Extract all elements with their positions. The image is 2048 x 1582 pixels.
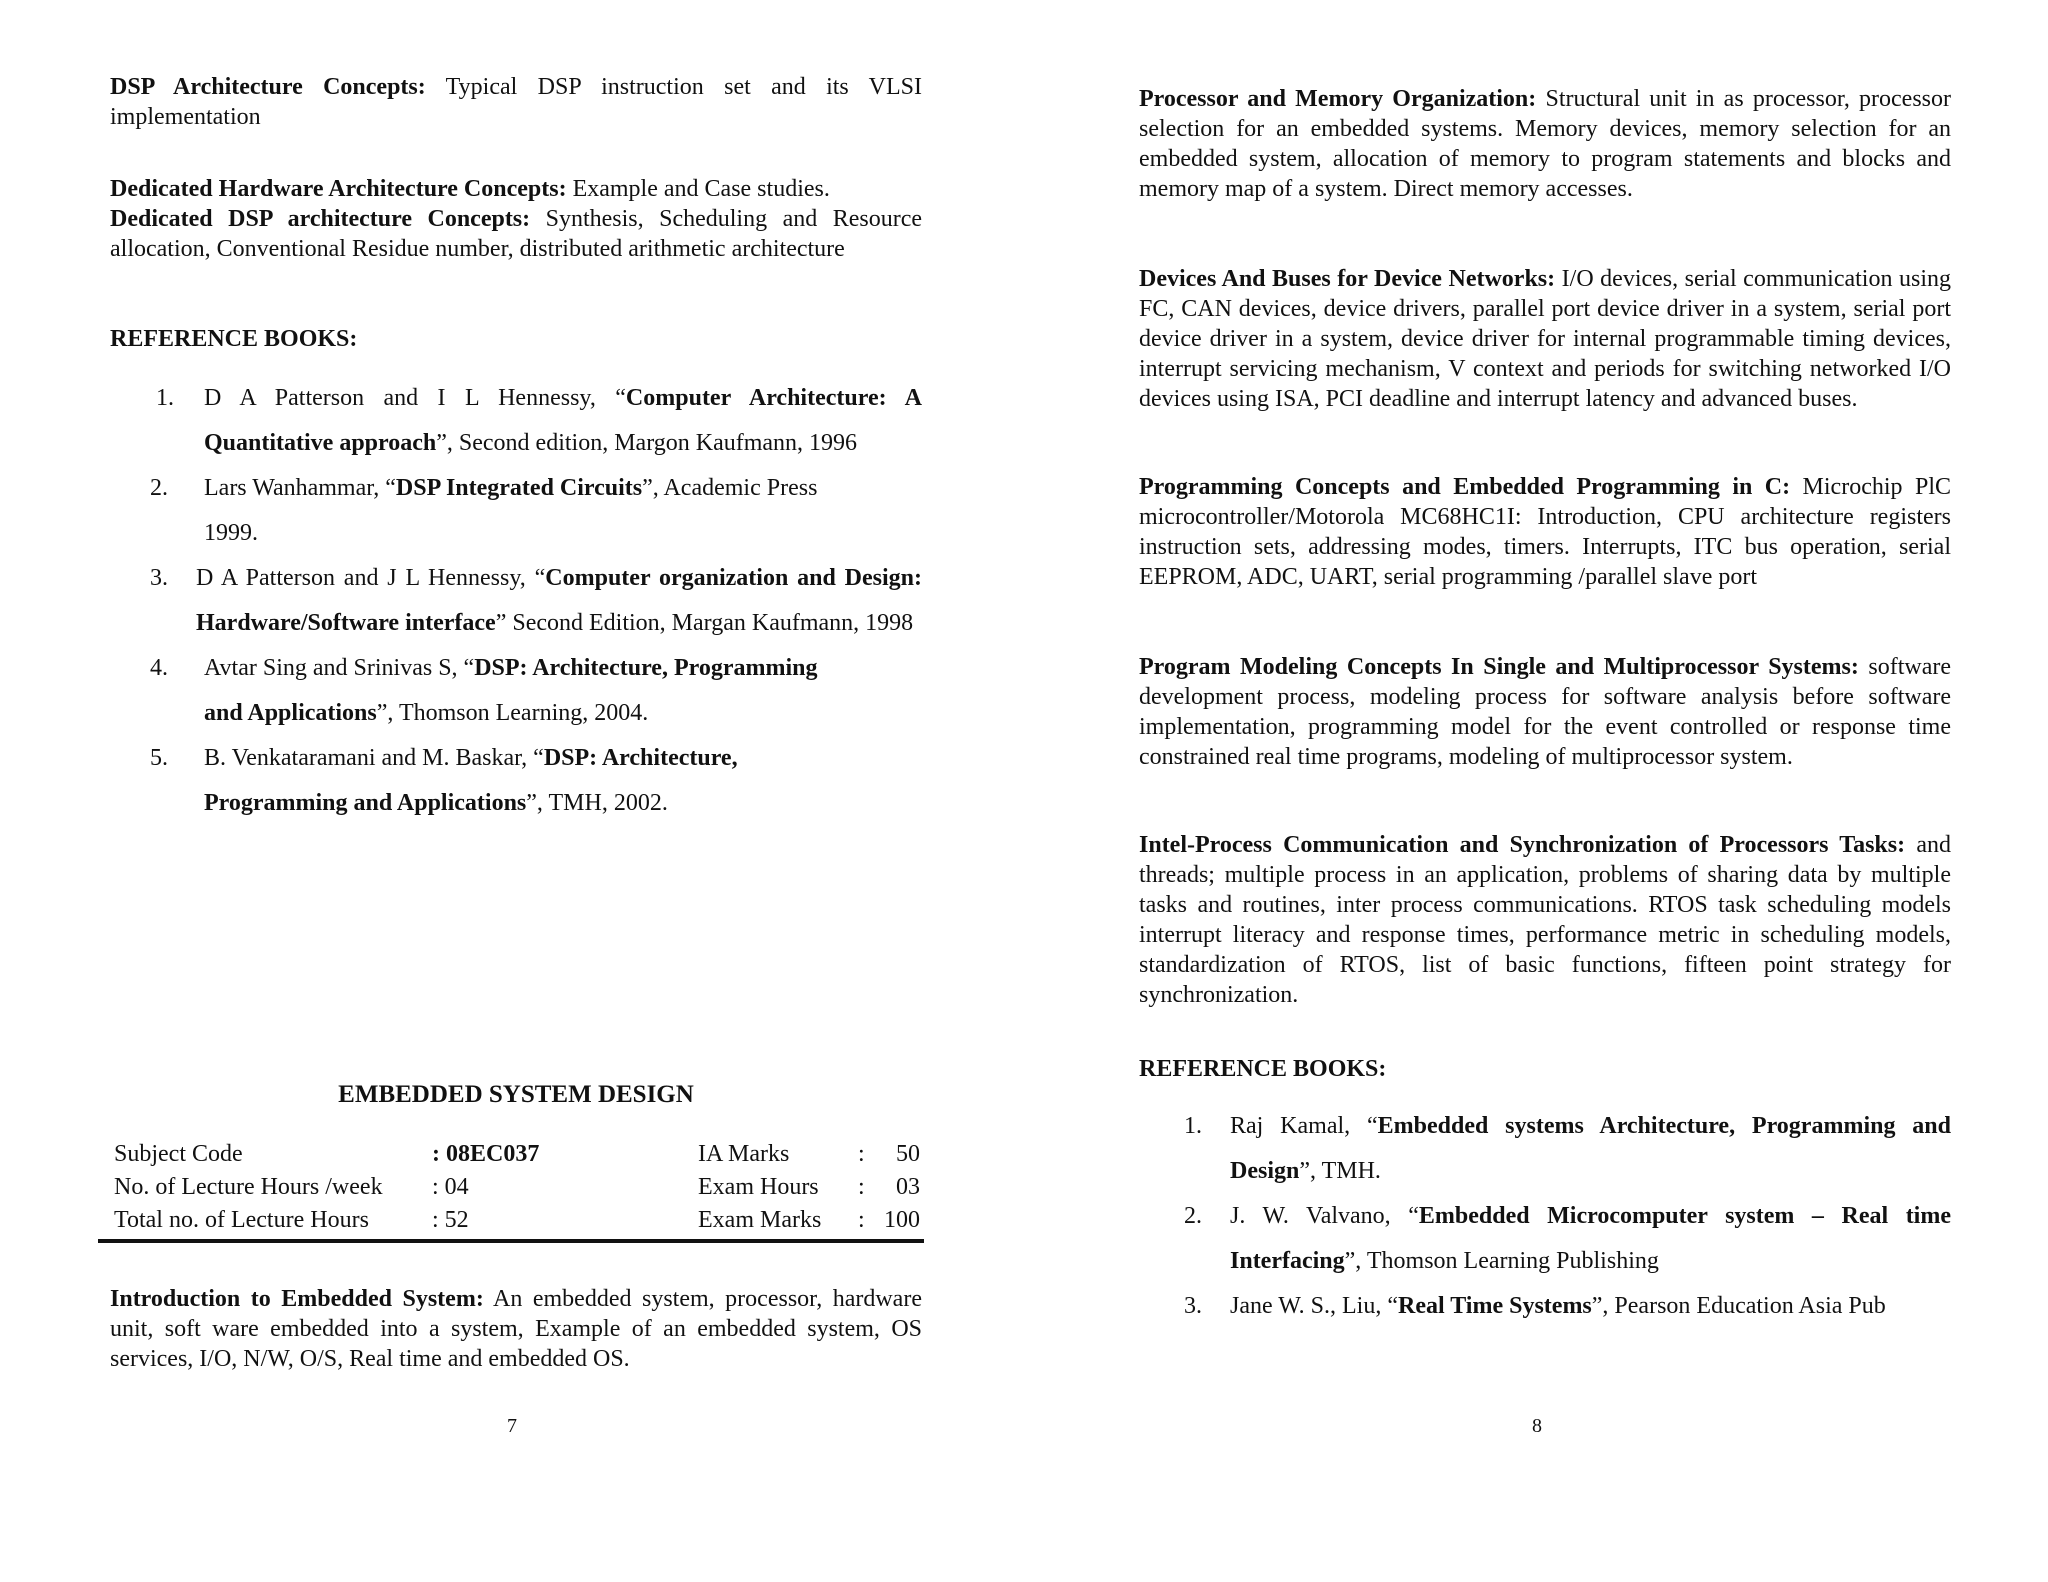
reference-number: 3. — [150, 565, 168, 591]
table-cell-value: : 04 — [432, 1174, 469, 1200]
table-cell-colon: : — [858, 1174, 865, 1200]
reference-title: Computer Architecture: A Quantitative approach — [204, 385, 922, 456]
table-cell-label: Subject Code — [114, 1141, 243, 1167]
section-text: An embedded system, processor, hardware unit, soft ware embedded into a system, Example of an embedded system, OS services, I/O, N/W, O/S, Real time and embedded OS. — [110, 1286, 922, 1372]
section-text: Example and Case studies. — [566, 176, 830, 202]
section-text: and threads; multiple process in an application, problems of sharing data by multiple tasks and routines, inter process communications. RTOS task scheduling models interrupt literacy and response times, performance metric in scheduling models, standardization of RTOS, list of basic functions, fifteen point strategy for synchronization. — [1139, 832, 1952, 1008]
ipc-section — [1139, 830, 1951, 1010]
reference-books-heading: REFERENCE BOOKS: — [110, 326, 358, 352]
reference-title: Embedded systems Architecture, Programming and Design — [1230, 1113, 1951, 1184]
reference-item: 4. Avtar Sing and Srinivas S, “DSP: Architecture, Programming and Applications”, Thomson Learning, 2004. — [150, 646, 922, 736]
section-text: Synthesis, Scheduling and Resource allocation, Conventional Residue number, distributed arithmetic architecture — [110, 206, 922, 262]
table-row — [114, 1138, 920, 1171]
reference-number: 2. — [150, 475, 168, 501]
section-title: DSP Architecture Concepts: — [110, 74, 426, 100]
course-title: EMBEDDED SYSTEM DESIGN — [338, 1081, 694, 1108]
reference-list — [150, 376, 922, 826]
table-cell-label: Exam Marks — [698, 1207, 822, 1233]
reference-item: 1. Raj Kamal, “Embedded systems Architecture, Programming and Design”, TMH. — [1184, 1104, 1951, 1194]
reference-number: 1. — [156, 385, 174, 411]
programming-concepts-section — [1139, 472, 1951, 592]
reference-books-heading: REFERENCE BOOKS: — [1139, 1056, 1387, 1082]
section-title: Introduction to Embedded System: — [110, 1286, 484, 1312]
right-page — [1024, 0, 2048, 1582]
reference-list — [1184, 1104, 1951, 1329]
section-text: Microchip PlC microcontroller/Motorola MC68HC1I: Introduction, CPU architecture registers instruction sets, addressing modes, timers. Interrupts, ITC bus operation, serial EEPROM, ADC, UART, serial programming /parallel slave port — [1139, 474, 1951, 590]
section-text: I/O devices, serial communication using FC, CAN devices, device drivers, parallel port device driver in a system, serial port device driver in a system, device driver for internal programmable timing devices, interrupt servicing mechanism, V context and periods for switching networked I/O devices using ISA, PCI deadline and interrupt latency and advanced buses. — [1139, 266, 1952, 412]
section-title: Intel-Process Communication and Synchronization of Processors Tasks: — [1139, 832, 1906, 858]
devices-buses-section — [1139, 264, 1951, 414]
processor-memory-section — [1139, 84, 1951, 204]
table-cell-label: Total no. of Lecture Hours — [114, 1207, 369, 1233]
program-modeling-section — [1139, 652, 1951, 772]
table-cell-label: No. of Lecture Hours /week — [114, 1174, 383, 1200]
section-title: Programming Concepts and Embedded Programming in C: — [1139, 474, 1791, 500]
section-text: Typical DSP instruction set and its VLSI implementation — [110, 74, 923, 130]
page-number: 7 — [507, 1415, 517, 1437]
reference-number: 4. — [150, 655, 168, 681]
reference-title: Embedded Microcomputer system – Real time Interfacing — [1230, 1203, 1951, 1274]
dedicated-hardware-section — [110, 174, 922, 264]
subject-details-table — [114, 1138, 924, 1237]
table-cell-colon: : — [858, 1141, 865, 1167]
section-title: Processor and Memory Organization: — [1139, 86, 1537, 112]
table-cell-value: 03 — [896, 1174, 920, 1200]
reference-item: 1. D A Patterson and I L Hennessy, “Computer Architecture: A Quantitative approach”, Second edition, Margon Kaufmann, 1996 — [150, 376, 922, 466]
reference-number: 3. — [1184, 1293, 1202, 1319]
introduction-section — [110, 1284, 922, 1374]
reference-number: 5. — [150, 745, 168, 771]
reference-item: 3. Jane W. S., Liu, “Real Time Systems”, Pearson Education Asia Pub — [1184, 1284, 1951, 1329]
table-row — [114, 1171, 920, 1204]
section-text: Structural unit in as processor, processor selection for an embedded systems. Memory devices, memory selection for an embedded system, allocation of memory to program statements and blocks and memory map of a system. Direct memory accesses. — [1139, 86, 1951, 202]
section-title: Program Modeling Concepts In Single and Multiprocessor Systems: — [1139, 654, 1859, 680]
reference-title: Real Time Systems — [1398, 1293, 1592, 1319]
section-title: Devices And Buses for Device Networks: — [1139, 266, 1556, 292]
reference-title: Computer organization and Design: Hardware/Software interface — [196, 565, 922, 636]
dedicated-dsp-section — [110, 204, 922, 264]
reference-number: 1. — [1184, 1113, 1202, 1139]
reference-item: 2. Lars Wanhammar, “DSP Integrated Circuits”, Academic Press 1999. — [150, 466, 922, 556]
reference-number: 2. — [1184, 1203, 1202, 1229]
table-cell-value: 50 — [896, 1141, 920, 1167]
dsp-architecture-section — [110, 72, 922, 132]
section-title: Dedicated Hardware Architecture Concepts: — [110, 176, 567, 202]
table-cell-value: 100 — [884, 1207, 920, 1233]
table-cell-label: IA Marks — [698, 1141, 790, 1167]
table-cell-value: : 08EC037 — [432, 1141, 540, 1167]
table-cell-value: : 52 — [432, 1207, 469, 1233]
table-row — [114, 1204, 920, 1237]
reference-item: 2. J. W. Valvano, “Embedded Microcomputer system – Real time Interfacing”, Thomson Learning Publishing — [1184, 1194, 1951, 1284]
reference-title: DSP Integrated Circuits — [395, 475, 643, 501]
reference-title: DSP: Architecture, Programming and Applications — [204, 655, 818, 726]
page-number: 8 — [1532, 1415, 1542, 1437]
reference-item: 3. D A Patterson and J L Hennessy, “Computer organization and Design: Hardware/Software interface” Second Edition, Margan Kaufmann, 1998 — [150, 556, 922, 646]
table-cell-colon: : — [858, 1207, 865, 1233]
section-title: Dedicated DSP architecture Concepts: — [110, 206, 531, 232]
table-cell-label: Exam Hours — [698, 1174, 819, 1200]
table-divider — [98, 1239, 924, 1243]
reference-title: DSP: Architecture, Programming and Applications — [204, 745, 738, 816]
reference-item: 5. B. Venkataramani and M. Baskar, “DSP: Architecture, Programming and Applications”, TMH, 2002. — [150, 736, 922, 826]
section-text: software development process, modeling process for software analysis before software implementation, programming model for the event controlled or response time constrained real time programs, modeling of multiprocessor system. — [1139, 654, 1951, 770]
